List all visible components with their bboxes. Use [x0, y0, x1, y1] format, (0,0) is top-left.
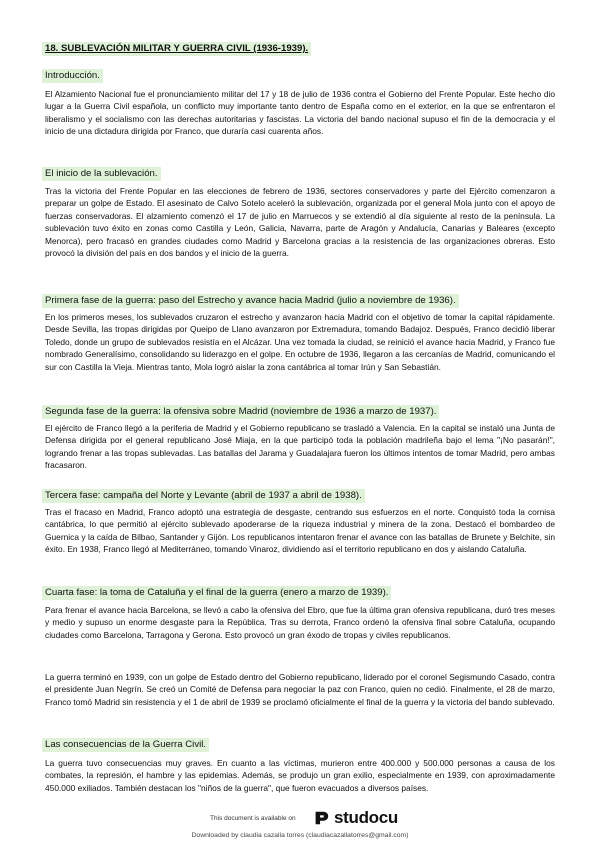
section-heading-inicio: El inicio de la sublevación.: [42, 167, 161, 181]
section-heading-segunda-fase: Segunda fase de la guerra: la ofensiva sobre Madrid (noviembre de 1936 a marzo de 1937).: [42, 405, 439, 419]
studocu-logo[interactable]: [312, 807, 398, 829]
section-heading-primera-fase: Primera fase de la guerra: paso del Estrecho y avance hacia Madrid (julio a noviembre de 1936).: [42, 294, 459, 308]
paragraph-cuarta-fase-1: Para frenar el avance hacia Barcelona, se llevó a cabo la ofensiva del Ebro, que fue la última gran ofensiva republicana, duró tres meses y medio y supuso un enorme desgaste para la República. Tras su derrota, Franco ordenó la ofensiva final sobre Cataluña, ocupando ciudades como Barcelona, Tarragona y Gerona. Esto provocó un gran éxodo de tropas y civiles republicanos.: [45, 605, 555, 640]
paragraph-segunda-fase: El ejército de Franco llegó a la periferia de Madrid y el Gobierno republicano se trasladó a Valencia. En la capital se instaló una Junta de Defensa dirigida por el general republicano José Miaja, en la que participó toda la población madrileña bajo el lema "¡No pasarán!", logrando frenar a las tropas sublevadas. Las batallas del Jarama y Guadalajara fueron los últimos intentos de tomar Madrid, pero ambas fracasaron.: [45, 423, 555, 471]
paragraph-inicio: Tras la victoria del Frente Popular en las elecciones de febrero de 1936, sectores conservadores y parte del Ejército comenzaron a preparar un golpe de Estado. El asesinato de Calvo Sotelo aceleró la sublevación, organizada por el general Mola junto con el apoyo de fuerzas conservadoras. El alzamiento comenzó el 17 de julio en Marruecos y se extendió al día siguiente al resto de la península. La sublevación tuvo éxito en zonas como Castilla y León, Galicia, Navarra, parte de Aragón y Andalucía, Canarias y Baleares (excepto Menorca), pero fracasó en grandes ciudades como Madrid y Barcelona gracias a la resistencia de las organizaciones obreras. Esto provocó la división del país en dos bandos y el inicio de la guerra.: [45, 186, 555, 259]
paragraph-tercera-fase: Tras el fracaso en Madrid, Franco adoptó una estrategia de desgaste, centrando sus esfuerzos en el norte. Conquistó toda la cornisa cantábrica, lo que permitió al ejército sublevado apoderarse de la riqueza industrial y minera de la zona. Destacó el bombardeo de Guernica y la caída de Bilbao, Santander y Gijón. Los republicanos intentaron frenar el avance con las batallas de Brunete y Belchite, sin éxito. En 1938, Franco llegó al Mediterráneo, tomando Vinaroz, dividiendo así el territorio republicano en dos y aislando Cataluña.: [45, 507, 555, 555]
paragraph-consecuencias: La guerra tuvo consecuencias muy graves. En cuanto a las víctimas, murieron entre 400.000 y 500.000 personas a causa de los combates, la represión, el hambre y las epidemias. Además, se produjo un gran exilio, especialmente en 1939, con aproximadamente 450.000 exiliados. También destacan los "niños de la guerra", que fueron evacuados a diversos países.: [45, 758, 555, 793]
studocu-brand-text: studocu: [334, 808, 399, 827]
section-heading-tercera-fase: Tercera fase: campaña del Norte y Levante (abril de 1937 a abril de 1938).: [42, 489, 365, 503]
section-heading-cuarta-fase: Cuarta fase: la toma de Cataluña y el final de la guerra (enero a marzo de 1939).: [42, 586, 391, 600]
document-title: 18. SUBLEVACIÓN MILITAR Y GUERRA CIVIL (1936-1939).: [42, 42, 311, 56]
studocu-logo-icon: [312, 809, 330, 827]
section-heading-consecuencias: Las consecuencias de la Guerra Civil.: [42, 738, 209, 752]
paragraph-primera-fase: En los primeros meses, los sublevados cruzaron el estrecho y avanzaron hacia Madrid con el objetivo de tomar la capital rápidamente. Desde Sevilla, las tropas dirigidas por Queipo de Llano avanzaron por Extremadura, tomando Badajoz. Después, Franco decidió liberar Toledo, donde un grupo de sublevados resistía en el Alcázar. Una vez tomada la ciudad, se reinició el avance hacia Madrid, y Franco fue nombrado Generalísimo, consolidando su liderazgo en el golpe. En octubre de 1936, llegaron a las cercanías de Madrid, comunicando el sur con Castilla la Vieja. Mientras tanto, Mola logró aislar la zona cantábrica al tomar Irún y San Sebastián.: [45, 312, 555, 372]
availability-note: This document is available on: [210, 815, 296, 822]
paragraph-introduccion: El Alzamiento Nacional fue el pronunciamiento militar del 17 y 18 de julio de 1936 contra el Gobierno del Frente Popular. Este hecho dio lugar a la Guerra Civil española, un conflicto muy importante tanto dentro de España como en el exterior, en la que se enfrentaron el liberalismo y el socialismo con las derechas autoritarias y fascistas. La victoria del bando nacional supuso el fin de la democracia y el inicio de una dictadura dirigida por Franco, que duraría casi cuarenta años.: [45, 89, 555, 137]
download-attribution: Downloaded by claudia cazalla torres (claudiacazallatorres@gmail.com): [191, 832, 409, 839]
section-heading-introduccion: Introducción.: [42, 69, 103, 83]
paragraph-cuarta-fase-2: La guerra terminó en 1939, con un golpe de Estado dentro del Gobierno republicano, liderado por el coronel Segismundo Casado, contra el presidente Juan Negrín. Se creó un Comité de Defensa para negociar la paz con Franco, quien no cedió. Finalmente, el 28 de marzo, Franco tomó Madrid sin resistencia y el 1 de abril de 1939 se proclamó oficialmente el final de la guerra y la victoria del bando sublevado.: [45, 672, 555, 707]
